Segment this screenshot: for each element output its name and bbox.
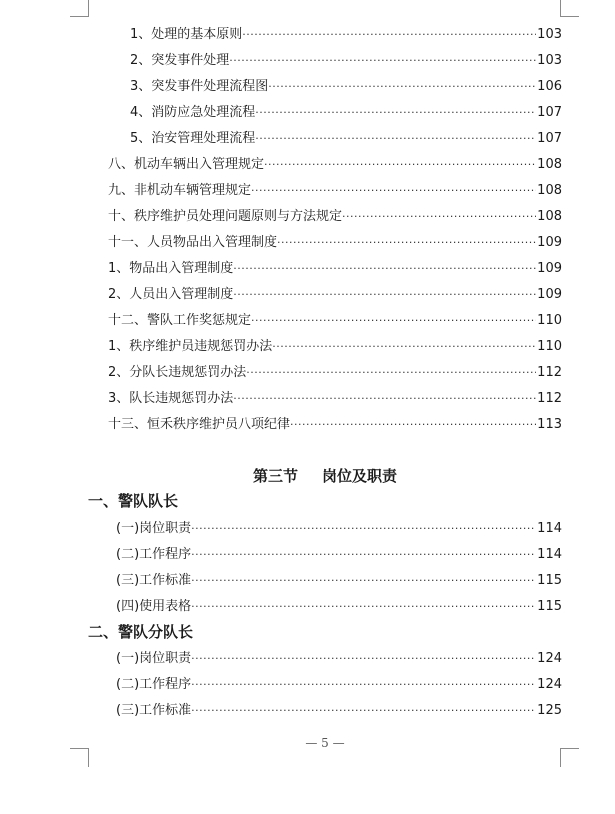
toc-entry-label: 十一、人员物品出入管理制度 bbox=[108, 235, 278, 250]
section-number: 第三节 bbox=[252, 467, 298, 485]
toc-entry-label: 十、秩序维护员处理问题原则与方法规定 bbox=[108, 209, 343, 224]
toc-entry-page: 110 bbox=[537, 313, 562, 328]
toc-entry-label: (二)工作程序 bbox=[116, 547, 192, 562]
toc-entry-page: 108 bbox=[537, 183, 562, 198]
toc-entry bbox=[108, 415, 562, 435]
toc-entry bbox=[130, 103, 562, 123]
toc-leader-dots bbox=[342, 207, 536, 227]
toc-entry-page: 107 bbox=[537, 131, 562, 146]
group1-heading: 一、警队队长 bbox=[88, 492, 179, 510]
crop-mark-top-right bbox=[560, 0, 579, 17]
toc-entry-label: 八、机动车辆出入管理规定 bbox=[108, 157, 265, 172]
toc-entry-page: 113 bbox=[537, 417, 562, 432]
toc-leader-dots bbox=[191, 701, 536, 721]
toc-entry-label: (一)岗位职责 bbox=[116, 651, 192, 666]
toc-leader-dots bbox=[191, 649, 536, 669]
toc-entry-page: 114 bbox=[537, 521, 562, 536]
toc-entry bbox=[108, 363, 562, 383]
toc-entry bbox=[116, 675, 562, 695]
toc-leader-dots bbox=[191, 675, 536, 695]
toc-leader-dots bbox=[251, 181, 536, 201]
toc-entry bbox=[116, 571, 562, 591]
toc-leader-dots bbox=[272, 337, 536, 357]
toc-entry-label: (四)使用表格 bbox=[116, 599, 192, 614]
toc-leader-dots bbox=[255, 103, 536, 123]
toc-entry-label: 2、分队长违规惩罚办法 bbox=[108, 365, 247, 380]
toc-entry-page: 103 bbox=[537, 53, 562, 68]
toc-entry bbox=[108, 311, 562, 331]
toc-entry-page: 108 bbox=[537, 209, 562, 224]
toc-entry bbox=[108, 259, 562, 279]
toc-entry bbox=[130, 77, 562, 97]
toc-entry bbox=[116, 597, 562, 617]
toc-entry-page: 114 bbox=[537, 547, 562, 562]
toc-leader-dots bbox=[277, 233, 536, 253]
toc-entry-label: 1、处理的基本原则 bbox=[130, 27, 243, 42]
toc-leader-dots bbox=[191, 519, 536, 539]
toc-entry-page: 124 bbox=[537, 677, 562, 692]
toc-leader-dots bbox=[246, 363, 536, 383]
toc-leader-dots bbox=[264, 155, 536, 175]
toc-entry-page: 115 bbox=[537, 599, 562, 614]
toc-leader-dots bbox=[233, 259, 536, 279]
toc-leader-dots bbox=[191, 597, 536, 617]
toc-leader-dots bbox=[233, 389, 536, 409]
toc-entry-page: 106 bbox=[537, 79, 562, 94]
toc-entry bbox=[130, 25, 562, 45]
toc-entry bbox=[116, 649, 562, 669]
toc-entry-label: 3、突发事件处理流程图 bbox=[130, 79, 269, 94]
toc-entry-label: (三)工作标准 bbox=[116, 703, 192, 718]
crop-mark-bottom-left bbox=[70, 748, 89, 767]
toc-entry bbox=[130, 51, 562, 71]
toc-entry-label: 1、秩序维护员违规惩罚办法 bbox=[108, 339, 273, 354]
toc-entry-label: (一)岗位职责 bbox=[116, 521, 192, 536]
toc-entry-page: 108 bbox=[537, 157, 562, 172]
toc-entry-label: 1、物品出入管理制度 bbox=[108, 261, 234, 276]
toc-entry bbox=[108, 337, 562, 357]
toc-leader-dots bbox=[191, 571, 536, 591]
section-title bbox=[0, 465, 615, 486]
toc-entry-page: 125 bbox=[537, 703, 562, 718]
section-name: 岗位及职责 bbox=[322, 467, 398, 485]
toc-entry bbox=[108, 181, 562, 201]
toc-entry-page: 109 bbox=[537, 235, 562, 250]
toc-entry-page: 109 bbox=[537, 261, 562, 276]
toc-entry-page: 103 bbox=[537, 27, 562, 42]
toc-entry bbox=[108, 207, 562, 227]
toc-entry-page: 112 bbox=[537, 365, 562, 380]
toc-entry-label: (三)工作标准 bbox=[116, 573, 192, 588]
page-number-footer: — 5 — bbox=[305, 736, 345, 750]
toc-entry-page: 112 bbox=[537, 391, 562, 406]
toc-entry-label: (二)工作程序 bbox=[116, 677, 192, 692]
group2-heading: 二、警队分队长 bbox=[88, 623, 194, 641]
toc-leader-dots bbox=[255, 129, 536, 149]
toc-entry-label: 4、消防应急处理流程 bbox=[130, 105, 256, 120]
toc-entry-page: 110 bbox=[537, 339, 562, 354]
toc-entry-page: 124 bbox=[537, 651, 562, 666]
toc-entry bbox=[116, 519, 562, 539]
toc-entry-label: 九、非机动车辆管理规定 bbox=[108, 183, 252, 198]
crop-mark-bottom-right bbox=[560, 748, 579, 767]
toc-entry-label: 3、队长违规惩罚办法 bbox=[108, 391, 234, 406]
toc-entry-label: 十二、警队工作奖惩规定 bbox=[108, 313, 252, 328]
toc-leader-dots bbox=[251, 311, 536, 331]
toc-entry-page: 107 bbox=[537, 105, 562, 120]
toc-entry-page: 109 bbox=[537, 287, 562, 302]
toc-entry-label: 2、突发事件处理 bbox=[130, 53, 230, 68]
toc-leader-dots bbox=[233, 285, 536, 305]
toc-entry bbox=[116, 545, 562, 565]
toc-leader-dots bbox=[229, 51, 536, 71]
toc-leader-dots bbox=[268, 77, 536, 97]
toc-entry bbox=[108, 233, 562, 253]
toc-entry-label: 2、人员出入管理制度 bbox=[108, 287, 234, 302]
toc-leader-dots bbox=[242, 25, 536, 45]
crop-mark-top-left bbox=[70, 0, 89, 17]
toc-entry bbox=[108, 389, 562, 409]
toc-entry-label: 十三、恒禾秩序维护员八项纪律 bbox=[108, 417, 291, 432]
toc-entry bbox=[130, 129, 562, 149]
toc-leader-dots bbox=[290, 415, 536, 435]
toc-leader-dots bbox=[191, 545, 536, 565]
toc-entry bbox=[108, 285, 562, 305]
toc-entry-page: 115 bbox=[537, 573, 562, 588]
toc-entry bbox=[116, 701, 562, 721]
toc-entry bbox=[108, 155, 562, 175]
toc-entry-label: 5、治安管理处理流程 bbox=[130, 131, 256, 146]
